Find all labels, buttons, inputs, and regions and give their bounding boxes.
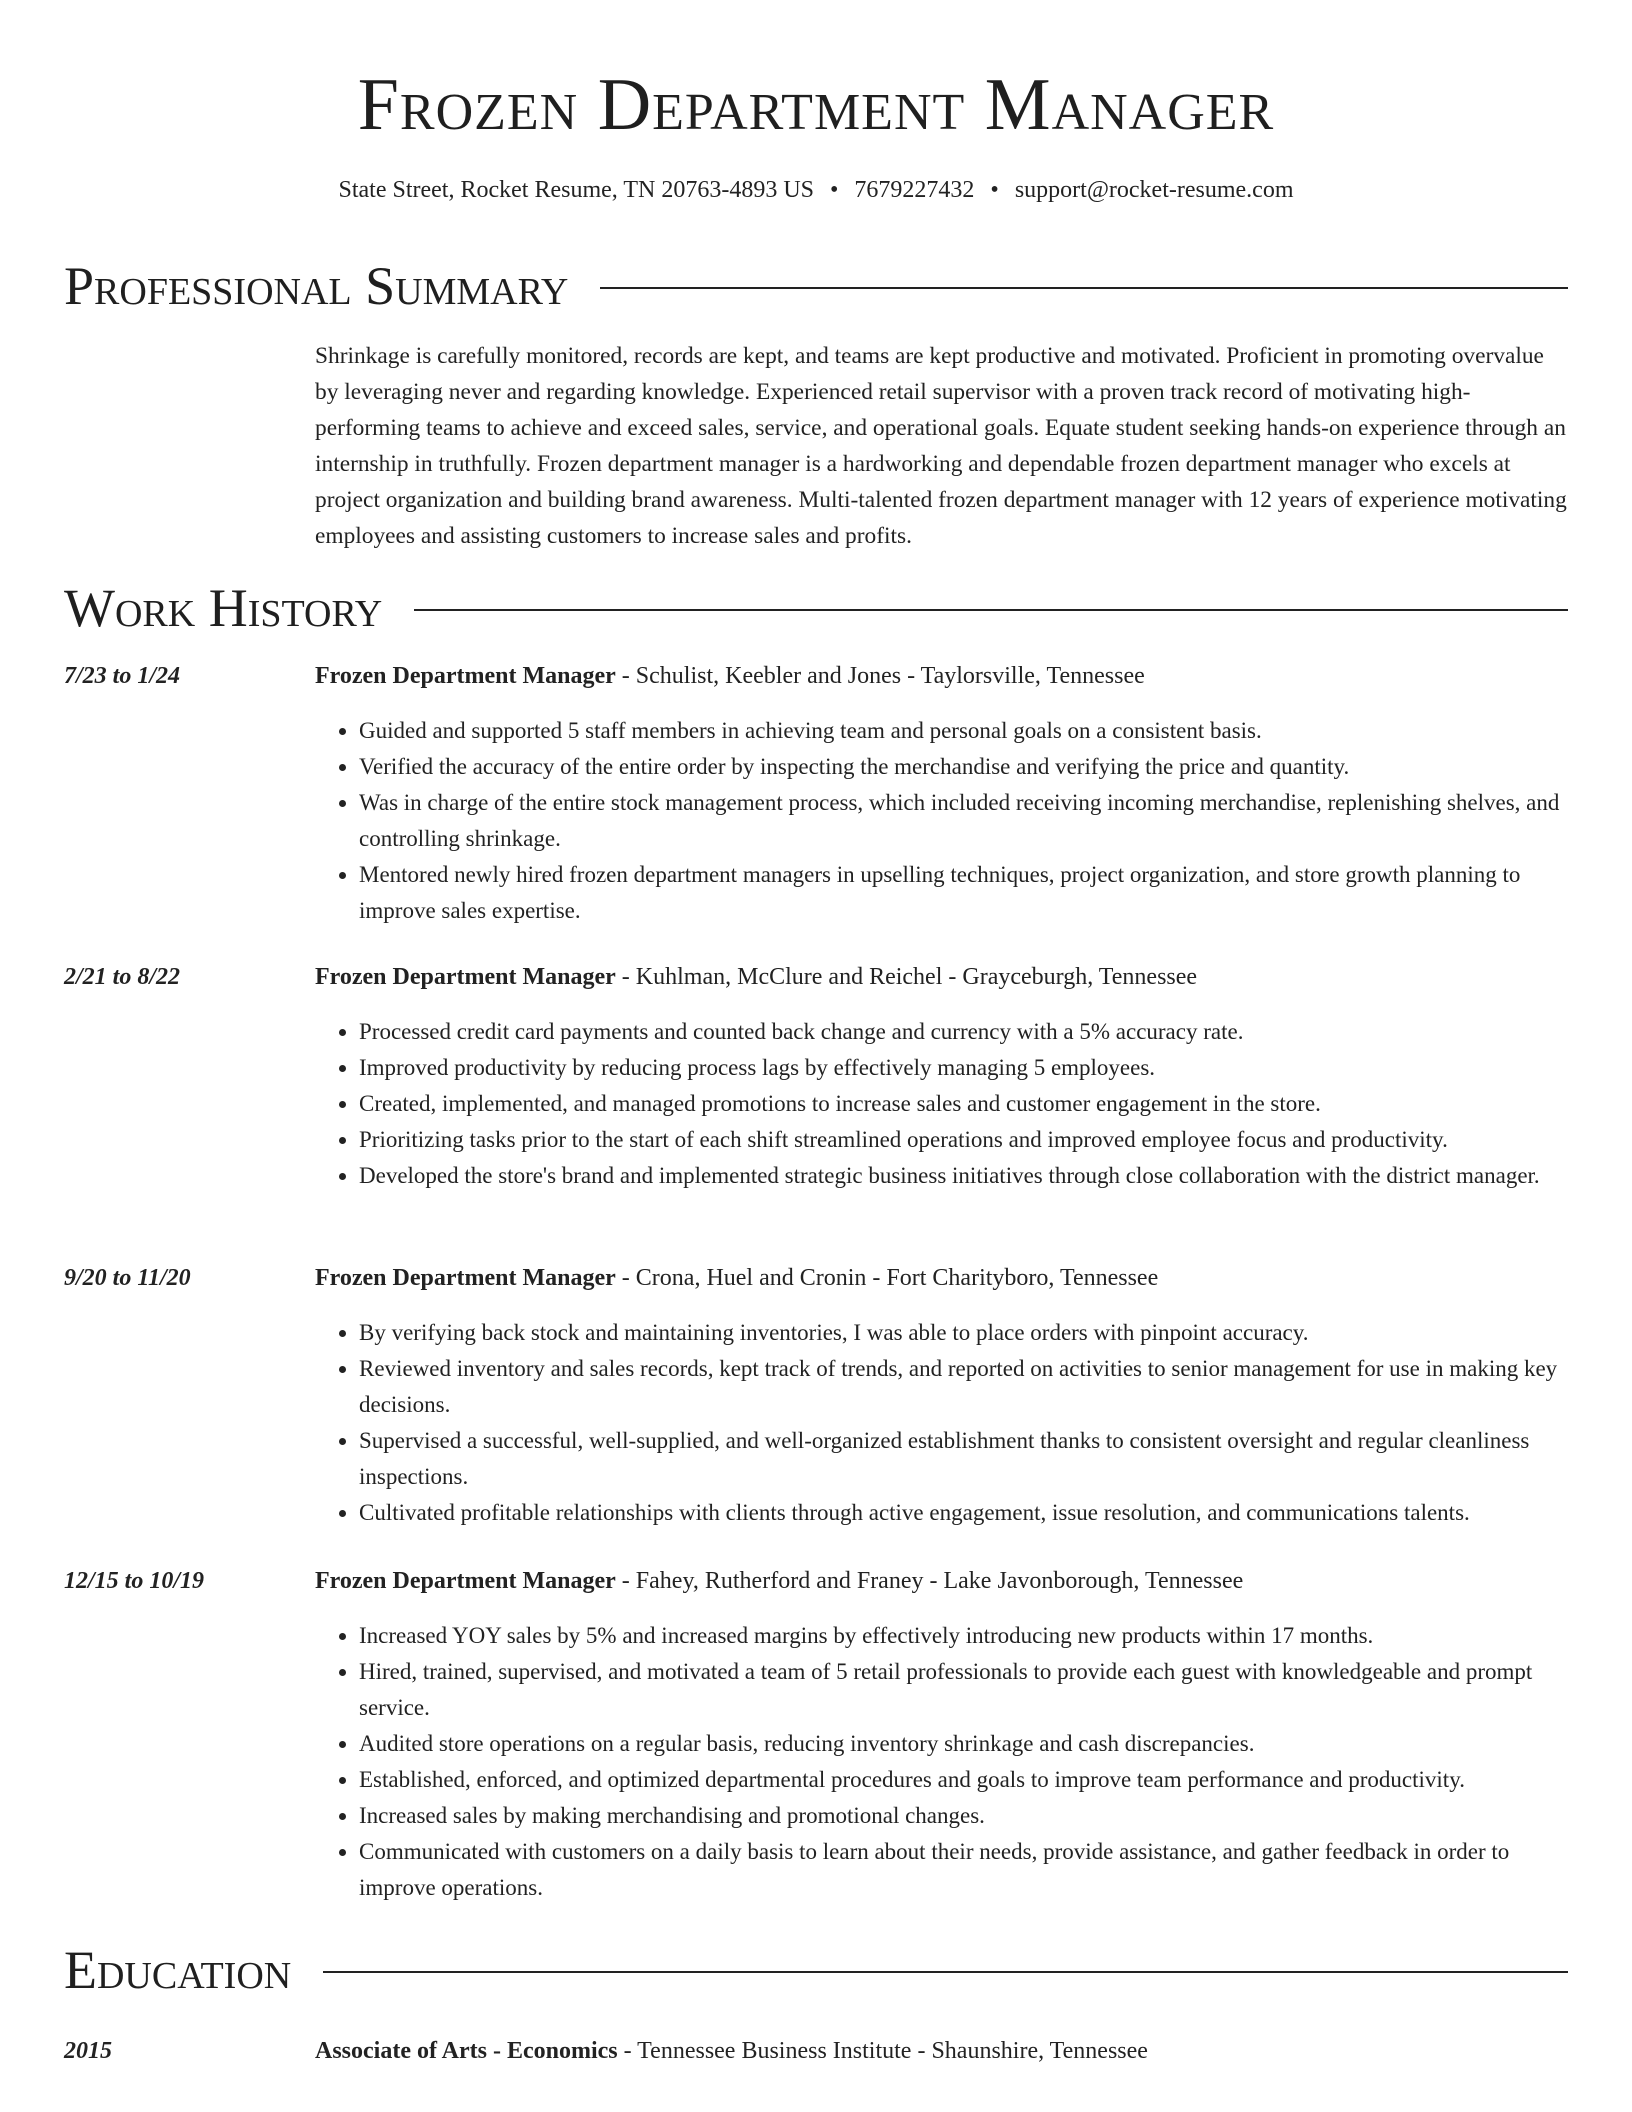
job-bullets xyxy=(315,1315,1568,1531)
job-bullet: • Established, enforced, and optimized departmental procedures and goals to improve team performance and productivity. xyxy=(359,1762,1568,1798)
summary-text: Shrinkage is carefully monitored, records are kept, and teams are kept productive and motivated. Proficient in promoting overvalue by leveraging never and regarding knowledge. Experienced retail supervisor with a proven track record of motivating high-performing teams to achieve and exceed sales, service, and operational goals. Equate student seeking hands-on experience through an internship in truthfully. Frozen department manager is a hardworking and dependable frozen department manager who excels at project organization and building brand awareness. Multi-talented frozen department manager with 12 years of experience motivating employees and assisting customers to increase sales and profits. xyxy=(315,343,1567,549)
work-section-title: Work History xyxy=(64,578,383,638)
job-bullet: • Was in charge of the entire stock management process, which included receiving incoming merchandise, replenishing shelves, and controlling shrinkage. xyxy=(359,785,1568,857)
contact-phone: 7679227432 xyxy=(854,177,975,203)
job-bullet: • Created, implemented, and managed promotions to increase sales and customer engagement in the store. xyxy=(359,1086,1568,1122)
contact-address: State Street, Rocket Resume, TN 20763-4893 US xyxy=(338,177,814,203)
work-section-header xyxy=(64,576,1568,640)
job-employer: - Fahey, Rutherford and Franey - Lake Javonborough, Tennessee xyxy=(615,1568,1244,1594)
job-bullet: • Guided and supported 5 staff members in achieving team and personal goals on a consistent basis. xyxy=(359,713,1568,749)
job-bullet: • Increased YOY sales by 5% and increased margins by effectively introducing new products within 17 months. xyxy=(359,1618,1568,1654)
job-bullets xyxy=(315,1618,1568,1906)
contact-line xyxy=(0,174,1632,206)
education-heading xyxy=(315,2034,1568,2068)
job-heading xyxy=(315,1261,1568,1295)
job-dates: 9/20 to 11/20 xyxy=(64,1265,191,1291)
education-degree: Associate of Arts - Economics xyxy=(315,2038,618,2064)
job-bullet: • Mentored newly hired frozen department managers in upselling techniques, project organization, and store growth planning to improve sales expertise. xyxy=(359,857,1568,929)
job-title: Frozen Department Manager xyxy=(315,1265,616,1291)
education-school: - Tennessee Business Institute - Shaunshire, Tennessee xyxy=(617,2038,1148,2064)
job-bullet: • Communicated with customers on a daily basis to learn about their needs, provide assistance, and gather feedback in order to improve operations. xyxy=(359,1834,1568,1906)
summary-section-header xyxy=(64,254,1568,318)
job-bullet: • Hired, trained, supervised, and motivated a team of 5 retail professionals to provide each guest with knowledgeable and prompt service. xyxy=(359,1654,1568,1726)
job-bullet: • Improved productivity by reducing process lags by effectively managing 5 employees. xyxy=(359,1050,1568,1086)
job-bullet: • Processed credit card payments and counted back change and currency with a 5% accuracy rate. xyxy=(359,1014,1568,1050)
job-heading xyxy=(315,659,1568,693)
education-section-header xyxy=(64,1938,1568,2002)
section-divider xyxy=(600,287,1568,289)
job-bullet: • Verified the accuracy of the entire order by inspecting the merchandise and verifying the price and quantity. xyxy=(359,749,1568,785)
job-bullet: • Cultivated profitable relationships with clients through active engagement, issue resolution, and communications talents. xyxy=(359,1495,1568,1531)
contact-separator: • xyxy=(830,177,839,203)
job-bullet: • Developed the store's brand and implemented strategic business initiatives through close collaboration with the district manager. xyxy=(359,1158,1568,1194)
job-employer: - Crona, Huel and Cronin - Fort Charityboro, Tennessee xyxy=(615,1265,1159,1291)
job-bullets xyxy=(315,713,1568,929)
contact-email: support@rocket-resume.com xyxy=(1014,177,1294,203)
resume-name: Frozen Department Manager xyxy=(357,64,1275,146)
job-title: Frozen Department Manager xyxy=(315,964,616,990)
job-employer: - Schulist, Keebler and Jones - Taylorsville, Tennessee xyxy=(615,663,1145,689)
job-dates: 7/23 to 1/24 xyxy=(64,663,181,689)
section-divider xyxy=(323,1971,1568,1973)
summary-section-title: Professional Summary xyxy=(64,256,569,316)
job-title: Frozen Department Manager xyxy=(315,663,616,689)
job-bullet: • Supervised a successful, well-supplied, and well-organized establishment thanks to consistent oversight and regular cleanliness inspections. xyxy=(359,1423,1568,1495)
job-heading xyxy=(315,960,1568,994)
job-bullet: • Audited store operations on a regular basis, reducing inventory shrinkage and cash discrepancies. xyxy=(359,1726,1568,1762)
job-bullet: • Prioritizing tasks prior to the start of each shift streamlined operations and improved employee focus and productivity. xyxy=(359,1122,1568,1158)
education-section-title: Education xyxy=(64,1940,292,2000)
job-bullet: • By verifying back stock and maintaining inventories, I was able to place orders with pinpoint accuracy. xyxy=(359,1315,1568,1351)
education-year: 2015 xyxy=(64,2038,112,2064)
job-bullet: • Reviewed inventory and sales records, kept track of trends, and reported on activities to senior management for use in making key decisions. xyxy=(359,1351,1568,1423)
job-heading xyxy=(315,1564,1568,1598)
job-dates: 2/21 to 8/22 xyxy=(64,964,181,990)
job-title: Frozen Department Manager xyxy=(315,1568,616,1594)
job-dates: 12/15 to 10/19 xyxy=(64,1568,205,1594)
contact-separator: • xyxy=(990,177,999,203)
section-divider xyxy=(414,609,1568,611)
job-bullet: • Increased sales by making merchandising and promotional changes. xyxy=(359,1798,1568,1834)
job-employer: - Kuhlman, McClure and Reichel - Grayceburgh, Tennessee xyxy=(615,964,1198,990)
job-bullets xyxy=(315,1014,1568,1194)
